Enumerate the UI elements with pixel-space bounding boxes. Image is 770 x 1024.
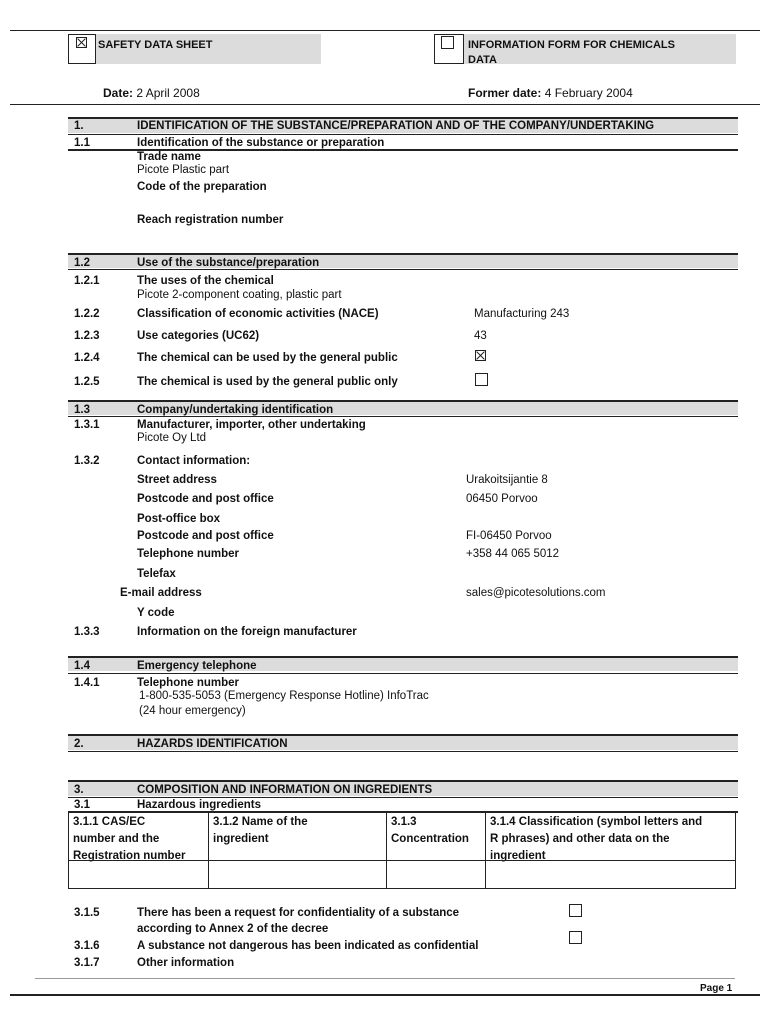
email-label: E-mail address xyxy=(120,587,202,599)
trade-name-label: Trade name xyxy=(137,151,201,163)
row-1-4-1-value-2: (24 hour emergency) xyxy=(139,705,246,717)
cas-header-line-1: 3.1.1 CAS/EC xyxy=(73,816,146,828)
row-1-2-3-label: Use categories (UC62) xyxy=(137,330,260,342)
class-header-line-3: ingredient xyxy=(490,850,546,862)
reach-label: Reach registration number xyxy=(137,214,284,226)
info-label-2: DATA xyxy=(468,54,497,66)
info-checkbox[interactable] xyxy=(441,36,454,49)
row-1-3-1-number: 1.3.1 xyxy=(74,419,100,431)
row-1-2-2-label: Classification of economic activities (NACE) xyxy=(137,308,379,320)
table-header-cas xyxy=(68,812,209,861)
conc-header-line-2: Concentration xyxy=(391,833,469,845)
row-3-1-6-text: A substance not dangerous has been indicated as confidential xyxy=(137,940,479,952)
top-rule xyxy=(10,30,760,31)
conc-header-line-1: 3.1.3 xyxy=(391,816,417,828)
section-3-1-number: 3.1 xyxy=(74,799,90,811)
page-number: Page 1 xyxy=(700,983,733,994)
sds-checkbox[interactable] xyxy=(76,37,87,48)
row-1-3-2-number: 1.3.2 xyxy=(74,455,100,467)
sds-label: SAFETY DATA SHEET xyxy=(98,39,213,51)
section-3-1-title: Hazardous ingredients xyxy=(137,799,261,811)
confidentiality-request-checkbox[interactable] xyxy=(569,904,582,917)
name-header-line-2: ingredient xyxy=(213,833,269,845)
postcode-label: Postcode and post office xyxy=(137,493,274,505)
class-header-line-2: R phrases) and other data on the xyxy=(490,833,670,845)
section-2-number: 2. xyxy=(74,738,84,750)
section-1-1-number: 1.1 xyxy=(74,137,90,149)
footer-rule-thin xyxy=(35,978,735,979)
row-1-2-1-label: The uses of the chemical xyxy=(137,275,274,287)
row-3-1-7-number: 3.1.7 xyxy=(74,957,100,969)
section-3-number: 3. xyxy=(74,784,84,796)
row-1-2-2-value: Manufacturing 243 xyxy=(474,308,570,320)
section-1-2-title: Use of the substance/preparation xyxy=(137,257,320,269)
date-line xyxy=(103,86,200,100)
general-public-checkbox[interactable] xyxy=(475,350,486,361)
table-cell-classification xyxy=(485,860,736,889)
row-1-2-5-number: 1.2.5 xyxy=(74,376,100,388)
section-1-3-underline xyxy=(68,416,738,417)
section-1-2-underline xyxy=(68,269,738,270)
former-date-line xyxy=(468,86,633,100)
row-1-4-1-label: Telephone number xyxy=(137,677,240,689)
table-cell-name xyxy=(208,860,387,889)
table-cell-concentration xyxy=(386,860,486,889)
row-1-3-2-label: Contact information: xyxy=(137,455,251,467)
row-1-2-3-value: 43 xyxy=(474,330,487,342)
row-3-1-7-text: Other information xyxy=(137,957,235,969)
postcode-value: 06450 Porvoo xyxy=(466,493,538,505)
table-header-name xyxy=(208,812,387,861)
former-date-label: Former date: xyxy=(468,86,542,100)
section-1-2-number: 1.2 xyxy=(74,257,90,269)
row-1-2-4-number: 1.2.4 xyxy=(74,352,100,364)
code-label: Code of the preparation xyxy=(137,181,267,193)
section-1-4-number: 1.4 xyxy=(74,660,90,672)
section-1-3-number: 1.3 xyxy=(74,404,90,416)
table-cell-cas xyxy=(68,860,209,889)
section-1-number: 1. xyxy=(74,120,84,132)
table-header-classification xyxy=(485,812,736,861)
general-public-only-checkbox[interactable] xyxy=(475,373,488,386)
row-1-2-2-number: 1.2.2 xyxy=(74,308,100,320)
row-1-2-3-number: 1.2.3 xyxy=(74,330,100,342)
section-1-title: IDENTIFICATION OF THE SUBSTANCE/PREPARATION AND OF THE COMPANY/UNDERTAKING xyxy=(137,120,655,132)
section-3-underline xyxy=(68,797,738,798)
telephone-label: Telephone number xyxy=(137,548,240,560)
email-value: sales@picotesolutions.com xyxy=(466,587,606,599)
postcode2-label: Postcode and post office xyxy=(137,530,274,542)
info-label-1: INFORMATION FORM FOR CHEMICALS xyxy=(468,39,675,51)
header-rule xyxy=(10,104,760,105)
former-date-value: 4 February 2004 xyxy=(544,86,633,100)
row-1-2-5-label: The chemical is used by the general public only xyxy=(137,376,398,388)
name-header-line-1: 3.1.2 Name of the xyxy=(213,816,308,828)
pobox-label: Post-office box xyxy=(137,513,221,525)
date-label: Date: xyxy=(103,86,134,100)
telephone-value: +358 44 065 5012 xyxy=(466,548,560,560)
date-value: 2 April 2008 xyxy=(136,86,200,100)
row-1-2-1-number: 1.2.1 xyxy=(74,275,100,287)
section-1-3-title: Company/undertaking identification xyxy=(137,404,334,416)
row-1-3-1-label: Manufacturer, importer, other undertaking xyxy=(137,419,366,431)
section-1-1-title: Identification of the substance or preparation xyxy=(137,137,385,149)
cas-header-line-3: Registration number xyxy=(73,850,186,862)
y-code-label: Y code xyxy=(137,607,175,619)
footer-rule xyxy=(10,994,760,996)
row-3-1-5-text-1: There has been a request for confidentiality of a substance xyxy=(137,907,460,919)
row-1-2-1-value: Picote 2-component coating, plastic part xyxy=(137,289,342,301)
row-1-4-1-value-1: 1-800-535-5053 (Emergency Response Hotline) InfoTrac xyxy=(139,690,429,702)
street-label: Street address xyxy=(137,474,217,486)
cas-header-line-2: number and the xyxy=(73,833,160,845)
not-dangerous-confidential-checkbox[interactable] xyxy=(569,931,582,944)
trade-name-value: Picote Plastic part xyxy=(137,164,230,176)
row-3-1-5-text-2: according to Annex 2 of the decree xyxy=(137,923,329,935)
section-2-underline xyxy=(68,751,738,752)
row-1-4-1-number: 1.4.1 xyxy=(74,677,100,689)
section-1-rule xyxy=(68,117,738,119)
class-header-line-1: 3.1.4 Classification (symbol letters and xyxy=(490,816,703,828)
row-3-1-6-number: 3.1.6 xyxy=(74,940,100,952)
section-2-title: HAZARDS IDENTIFICATION xyxy=(137,738,288,750)
row-1-3-1-value: Picote Oy Ltd xyxy=(137,432,207,444)
section-3-title: COMPOSITION AND INFORMATION ON INGREDIENTS xyxy=(137,784,433,796)
table-header-concentration xyxy=(386,812,486,861)
row-1-2-4-label: The chemical can be used by the general public xyxy=(137,352,398,364)
telefax-label: Telefax xyxy=(137,568,176,580)
row-1-3-3-number: 1.3.3 xyxy=(74,626,100,638)
postcode2-value: FI-06450 Porvoo xyxy=(466,530,552,542)
street-value: Urakoitsijantie 8 xyxy=(466,474,548,486)
section-1-4-title: Emergency telephone xyxy=(137,660,257,672)
section-1-4-underline xyxy=(68,673,738,674)
section-1-1-rule xyxy=(68,134,738,135)
row-3-1-5-number: 3.1.5 xyxy=(74,907,100,919)
row-1-3-3-label: Information on the foreign manufacturer xyxy=(137,626,357,638)
